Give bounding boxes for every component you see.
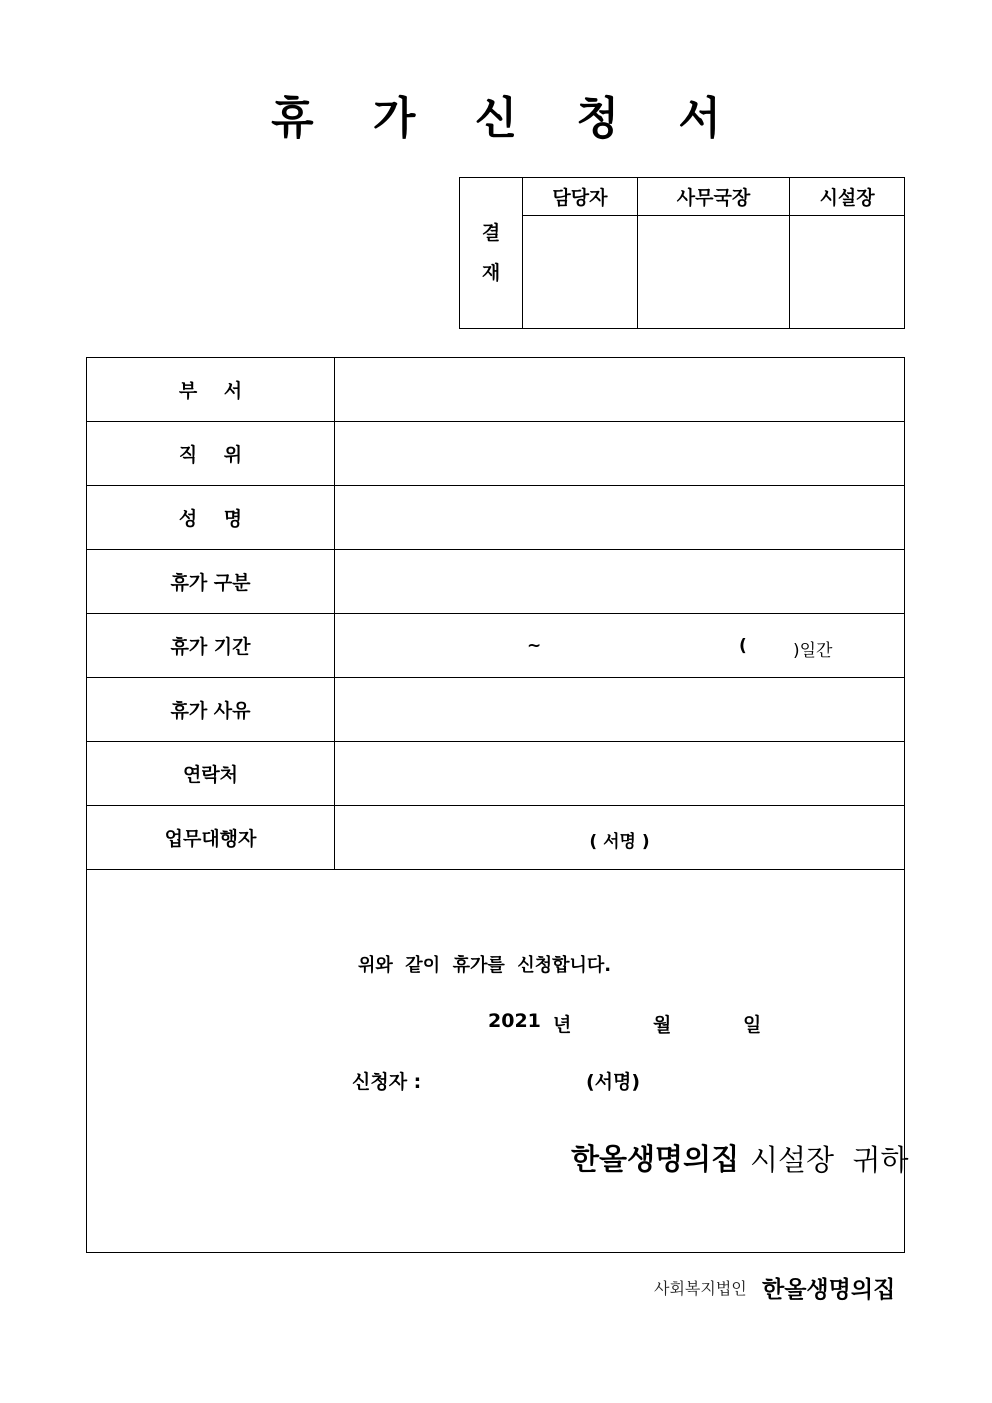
addressee-suffix: 시설장 귀하 [750, 1143, 909, 1177]
name-label: 성 명 [87, 486, 335, 550]
approval-header-secretary-general: 사무국장 [637, 178, 789, 216]
approval-label-line1: 결 [481, 222, 501, 244]
substitute-label: 업무대행자 [87, 806, 335, 870]
position-label: 직 위 [87, 422, 335, 486]
date-year: 2021 [488, 1010, 541, 1032]
name-field[interactable] [335, 486, 905, 550]
leave-period-label: 휴가 기간 [87, 614, 335, 678]
department-field[interactable] [335, 358, 905, 422]
substitute-sign-mark: ( 서명 ) [589, 832, 650, 852]
date-month-unit: 월 [653, 1014, 672, 1036]
contact-field[interactable] [335, 742, 905, 806]
declaration-box [86, 870, 905, 1253]
footer-org-logo: 한올생명의집 [762, 1277, 896, 1303]
period-paren: ( [739, 636, 747, 656]
date-year-unit: 년 [553, 1014, 572, 1036]
leave-type-label: 휴가 구분 [87, 550, 335, 614]
approval-sign-manager[interactable] [523, 216, 638, 329]
period-days-unit: )일간 [793, 641, 833, 661]
document-title: 휴 가 신 청 서 [271, 93, 743, 144]
application-form-table [86, 357, 905, 870]
period-tilde: ~ [527, 636, 542, 656]
date-day-unit: 일 [743, 1014, 762, 1036]
contact-label: 연락처 [87, 742, 335, 806]
approval-sign-director[interactable] [790, 216, 905, 329]
approval-label-line2: 재 [481, 262, 501, 284]
leave-type-field[interactable] [335, 550, 905, 614]
department-label: 부 서 [87, 358, 335, 422]
substitute-field[interactable] [335, 806, 905, 870]
approval-label [460, 178, 523, 329]
leave-reason-label: 휴가 사유 [87, 678, 335, 742]
approval-table [459, 177, 905, 329]
applicant-sign-mark: (서명) [586, 1071, 641, 1093]
approval-header-manager: 담당자 [523, 178, 638, 216]
position-field[interactable] [335, 422, 905, 486]
applicant-label: 신청자 : [352, 1071, 422, 1093]
addressee-org: 한올생명의집 [571, 1142, 740, 1176]
approval-header-director: 시설장 [790, 178, 905, 216]
leave-reason-field[interactable] [335, 678, 905, 742]
statement-text: 위와 같이 휴가를 신청합니다. [358, 955, 612, 976]
leave-period-field[interactable] [335, 614, 905, 678]
approval-sign-secretary-general[interactable] [637, 216, 789, 329]
footer-prefix: 사회복지법인 [654, 1279, 747, 1298]
